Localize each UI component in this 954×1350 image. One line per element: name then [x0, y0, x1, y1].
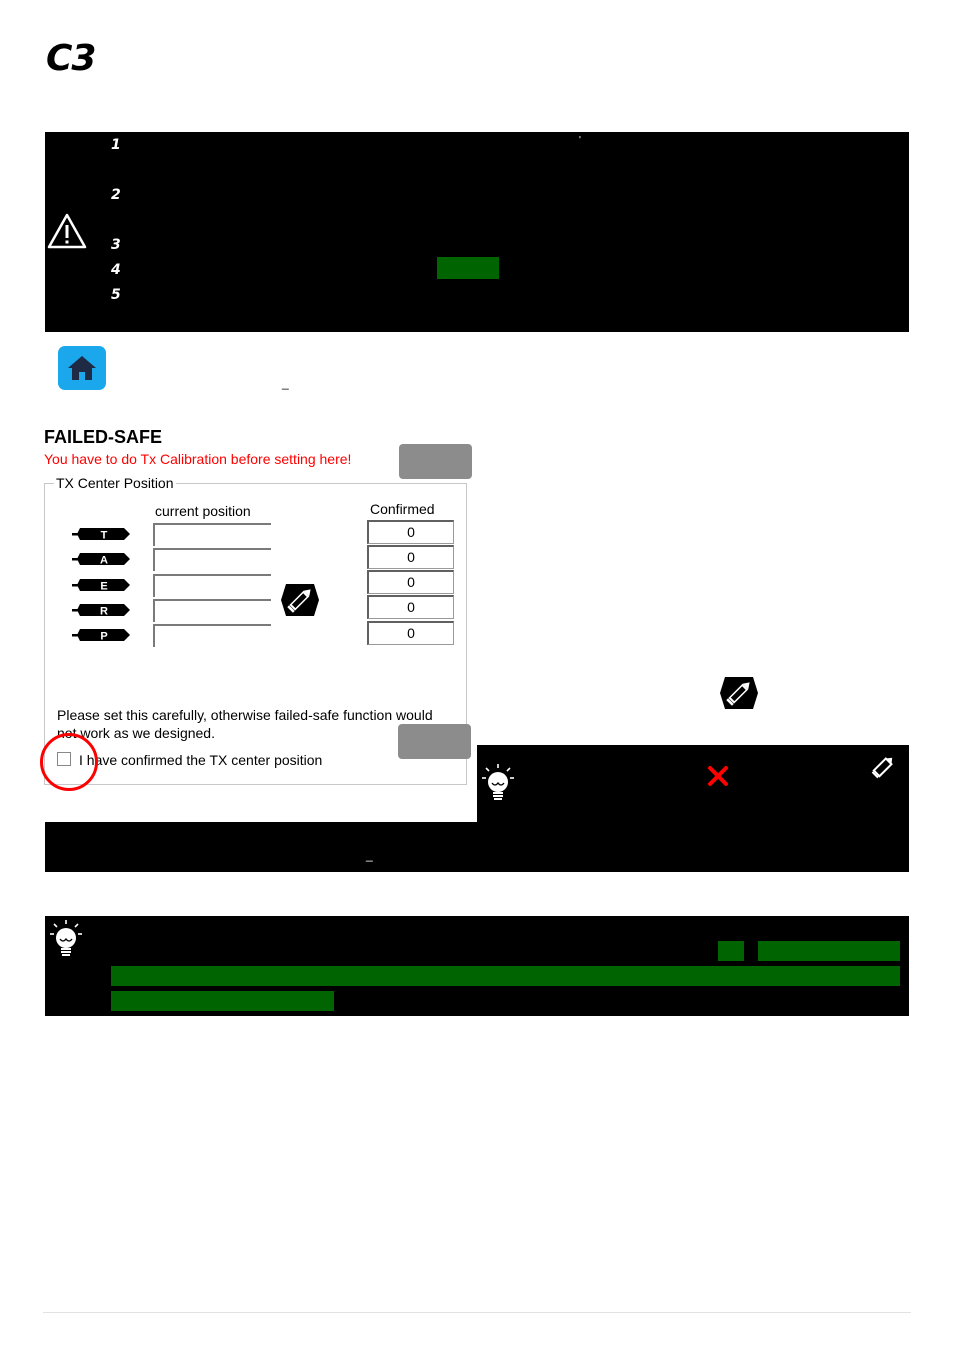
apostrophe-mark: ': [579, 135, 581, 146]
confirm-checkbox-label: I have confirmed the TX center position: [79, 752, 323, 768]
home-icon: [58, 346, 106, 390]
footer-divider: [43, 1312, 911, 1313]
green-highlight: [758, 941, 900, 961]
lightbulb-icon: [479, 762, 517, 804]
green-highlight: [437, 257, 499, 279]
confirmed-field-t: 0: [367, 520, 454, 544]
channel-label-a: [72, 551, 132, 567]
calibration-warning: You have to do Tx Calibration before setting here!: [44, 451, 352, 467]
tx-center-legend: TX Center Position: [56, 475, 174, 491]
green-highlight: [111, 991, 334, 1011]
channel-label-r: [72, 602, 132, 618]
confirmed-field-a: 0: [367, 545, 454, 569]
step-number-5: 5: [111, 287, 121, 303]
confirmed-field-e: 0: [367, 570, 454, 594]
top-action-button[interactable]: [399, 444, 472, 479]
channel-label-t: [72, 526, 132, 542]
underscore-mark: _: [282, 376, 289, 390]
page-heading: C3: [46, 38, 96, 79]
channel-label-p: [72, 627, 132, 643]
tip-underscore-mark: _: [366, 848, 373, 862]
channel-label-e: [72, 577, 132, 593]
careful-note: Please set this carefully, otherwise failed-safe function would not work as we designed.: [57, 707, 433, 741]
bottom-action-button[interactable]: [398, 724, 471, 759]
pencil-icon: [719, 676, 759, 710]
svg-text:P: P: [100, 630, 108, 643]
home-button[interactable]: [58, 346, 106, 390]
current-position-field-e: [153, 574, 271, 597]
step-number-2: 2: [111, 187, 121, 203]
current-position-field-r: [153, 599, 271, 622]
current-position-field-a: [153, 548, 271, 571]
failed-safe-title: FAILED-SAFE: [44, 427, 163, 447]
close-x-icon: [707, 765, 729, 787]
svg-text:R: R: [100, 605, 108, 618]
svg-text:A: A: [100, 554, 108, 567]
highlight-circle: [40, 733, 98, 791]
confirmed-field-r: 0: [367, 595, 454, 619]
lightbulb-icon: [47, 918, 85, 960]
warning-box: [45, 132, 909, 332]
current-position-field-p: [153, 624, 271, 647]
current-position-field-t: [153, 523, 271, 546]
confirmed-header: Confirmed: [370, 501, 435, 517]
tip-box-top: [477, 745, 909, 825]
confirmed-field-p: 0: [367, 621, 454, 645]
step-number-4: 4: [111, 262, 121, 278]
green-highlight: [111, 966, 900, 986]
step-number-3: 3: [111, 237, 121, 253]
step-number-1: 1: [111, 137, 121, 153]
warning-triangle-icon: [46, 212, 88, 250]
svg-text:T: T: [100, 529, 108, 542]
tip-box-bottom: [45, 822, 909, 872]
pencil-set-button[interactable]: [280, 583, 320, 617]
current-position-header: current position: [155, 503, 251, 519]
pencil-icon-small: [869, 753, 897, 781]
svg-text:E: E: [100, 580, 108, 593]
green-highlight: [718, 941, 744, 961]
